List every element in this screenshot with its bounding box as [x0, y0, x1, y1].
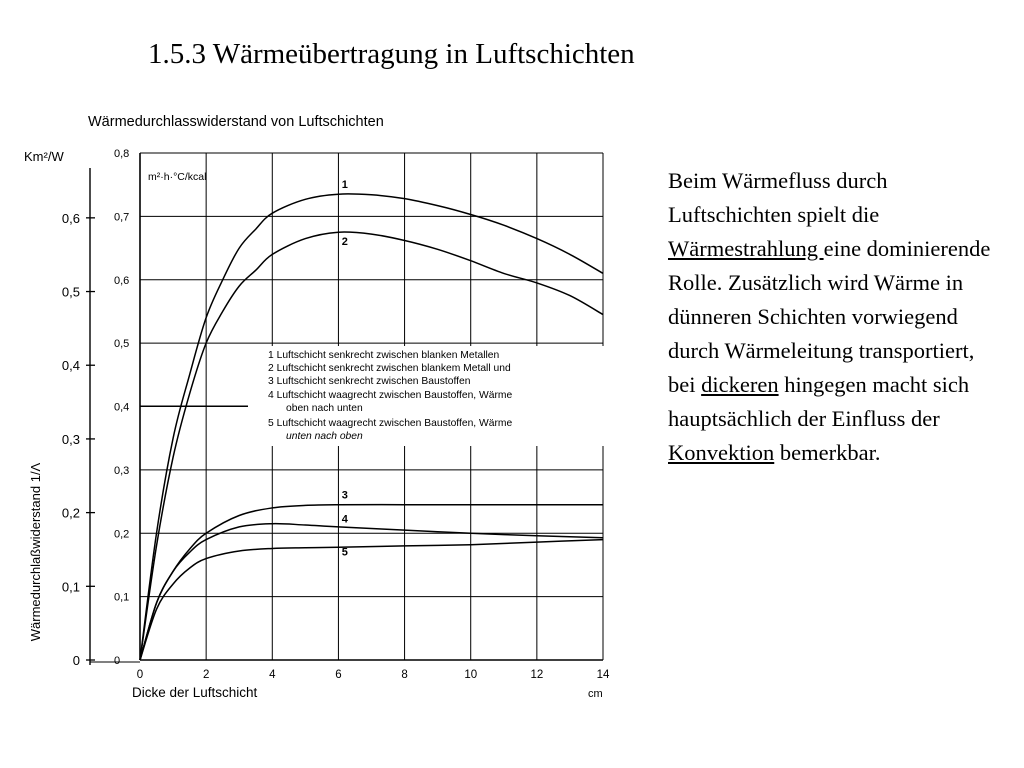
y-tick-label-right: 0,3	[114, 464, 130, 477]
legend-entry: oben nach unten	[286, 403, 363, 414]
chart-title: Wärmedurchlasswiderstand von Luftschichten	[88, 114, 384, 130]
x-tick-label: 4	[269, 669, 276, 681]
series-line-5	[140, 540, 603, 660]
legend-entry: unten nach oben	[286, 431, 363, 442]
curve-label-1: 1	[341, 178, 348, 191]
side-text-part-4: bemerkbar.	[774, 440, 881, 465]
underlined-term-convection: Konvektion	[668, 440, 775, 465]
side-text-part-2: eine dominierende Rolle. Zusätzlich wird Wärme in dünneren Schichten vorwiegend durch Wärmeleitung transportiert, bei	[668, 236, 991, 397]
x-tick-label: 10	[464, 669, 478, 681]
legend-entry: 2 Luftschicht senkrecht zwischen blankem Metall und	[268, 363, 511, 374]
y-tick-label-right: 0,8	[114, 148, 130, 160]
curve-label-5: 5	[341, 546, 348, 559]
y-tick-label-right: 0	[114, 655, 121, 667]
left-axis-unit: Km²/W	[24, 149, 64, 164]
y-tick-label-left: 0,5	[61, 284, 80, 300]
side-text	[668, 164, 998, 470]
legend-entry: 3 Luftschicht senkrecht zwischen Baustoffen	[268, 376, 471, 387]
curve-label-2: 2	[341, 235, 348, 248]
legend-entry: 1 Luftschicht senkrecht zwischen blanken Metallen	[268, 350, 500, 361]
y-tick-label-left: 0,6	[61, 210, 80, 226]
legend-entry: 5 Luftschicht waagrecht zwischen Baustoffen, Wärme	[268, 418, 513, 429]
legend-entry: 4 Luftschicht waagrecht zwischen Baustoffen, Wärme	[268, 390, 513, 401]
y-tick-label-left: 0,3	[61, 431, 80, 447]
underlined-term-radiation: Wärmestrahlung	[668, 236, 824, 261]
x-axis-label: Dicke der Luftschicht	[132, 685, 258, 700]
y-tick-label-left: 0	[72, 653, 80, 668]
y-tick-label-left: 0,2	[61, 505, 80, 521]
y-tick-label-right: 0,7	[114, 211, 130, 224]
series-line-4	[140, 524, 603, 660]
x-tick-label: 0	[136, 669, 144, 681]
y-tick-label-right: 0,5	[114, 338, 130, 351]
curve-label-3: 3	[341, 489, 348, 502]
curve-label-4: 4	[341, 513, 348, 526]
x-tick-label: 14	[596, 669, 610, 681]
x-axis-unit: cm	[588, 688, 603, 700]
x-tick-label: 2	[202, 669, 210, 681]
right-axis-unit: m²·h·°C/kcal	[148, 171, 207, 183]
x-tick-label: 8	[401, 669, 408, 681]
underlined-term-thicker: dickeren	[701, 372, 779, 397]
side-text-part-3: hingegen macht sich hauptsächlich der Einfluss der	[668, 372, 970, 431]
y-tick-label-right: 0,6	[114, 274, 130, 287]
legend	[140, 346, 626, 446]
side-text-part-1: Beim Wärmefluss durch Luftschichten spielt die	[668, 168, 888, 227]
y-axis-label: Wärmedurchlaßwiderstand 1/Λ	[28, 462, 43, 642]
y-tick-label-right: 0,1	[114, 591, 130, 604]
y-tick-label-left: 0,1	[61, 579, 80, 595]
y-tick-label-left: 0,4	[61, 358, 80, 374]
slide-title: 1.5.3 Wärmeübertragung in Luftschichten	[148, 38, 635, 70]
x-tick-label: 12	[530, 669, 544, 681]
y-tick-label-right: 0,4	[114, 401, 130, 414]
x-tick-label: 6	[335, 669, 342, 681]
y-tick-label-right: 0,2	[114, 528, 130, 541]
